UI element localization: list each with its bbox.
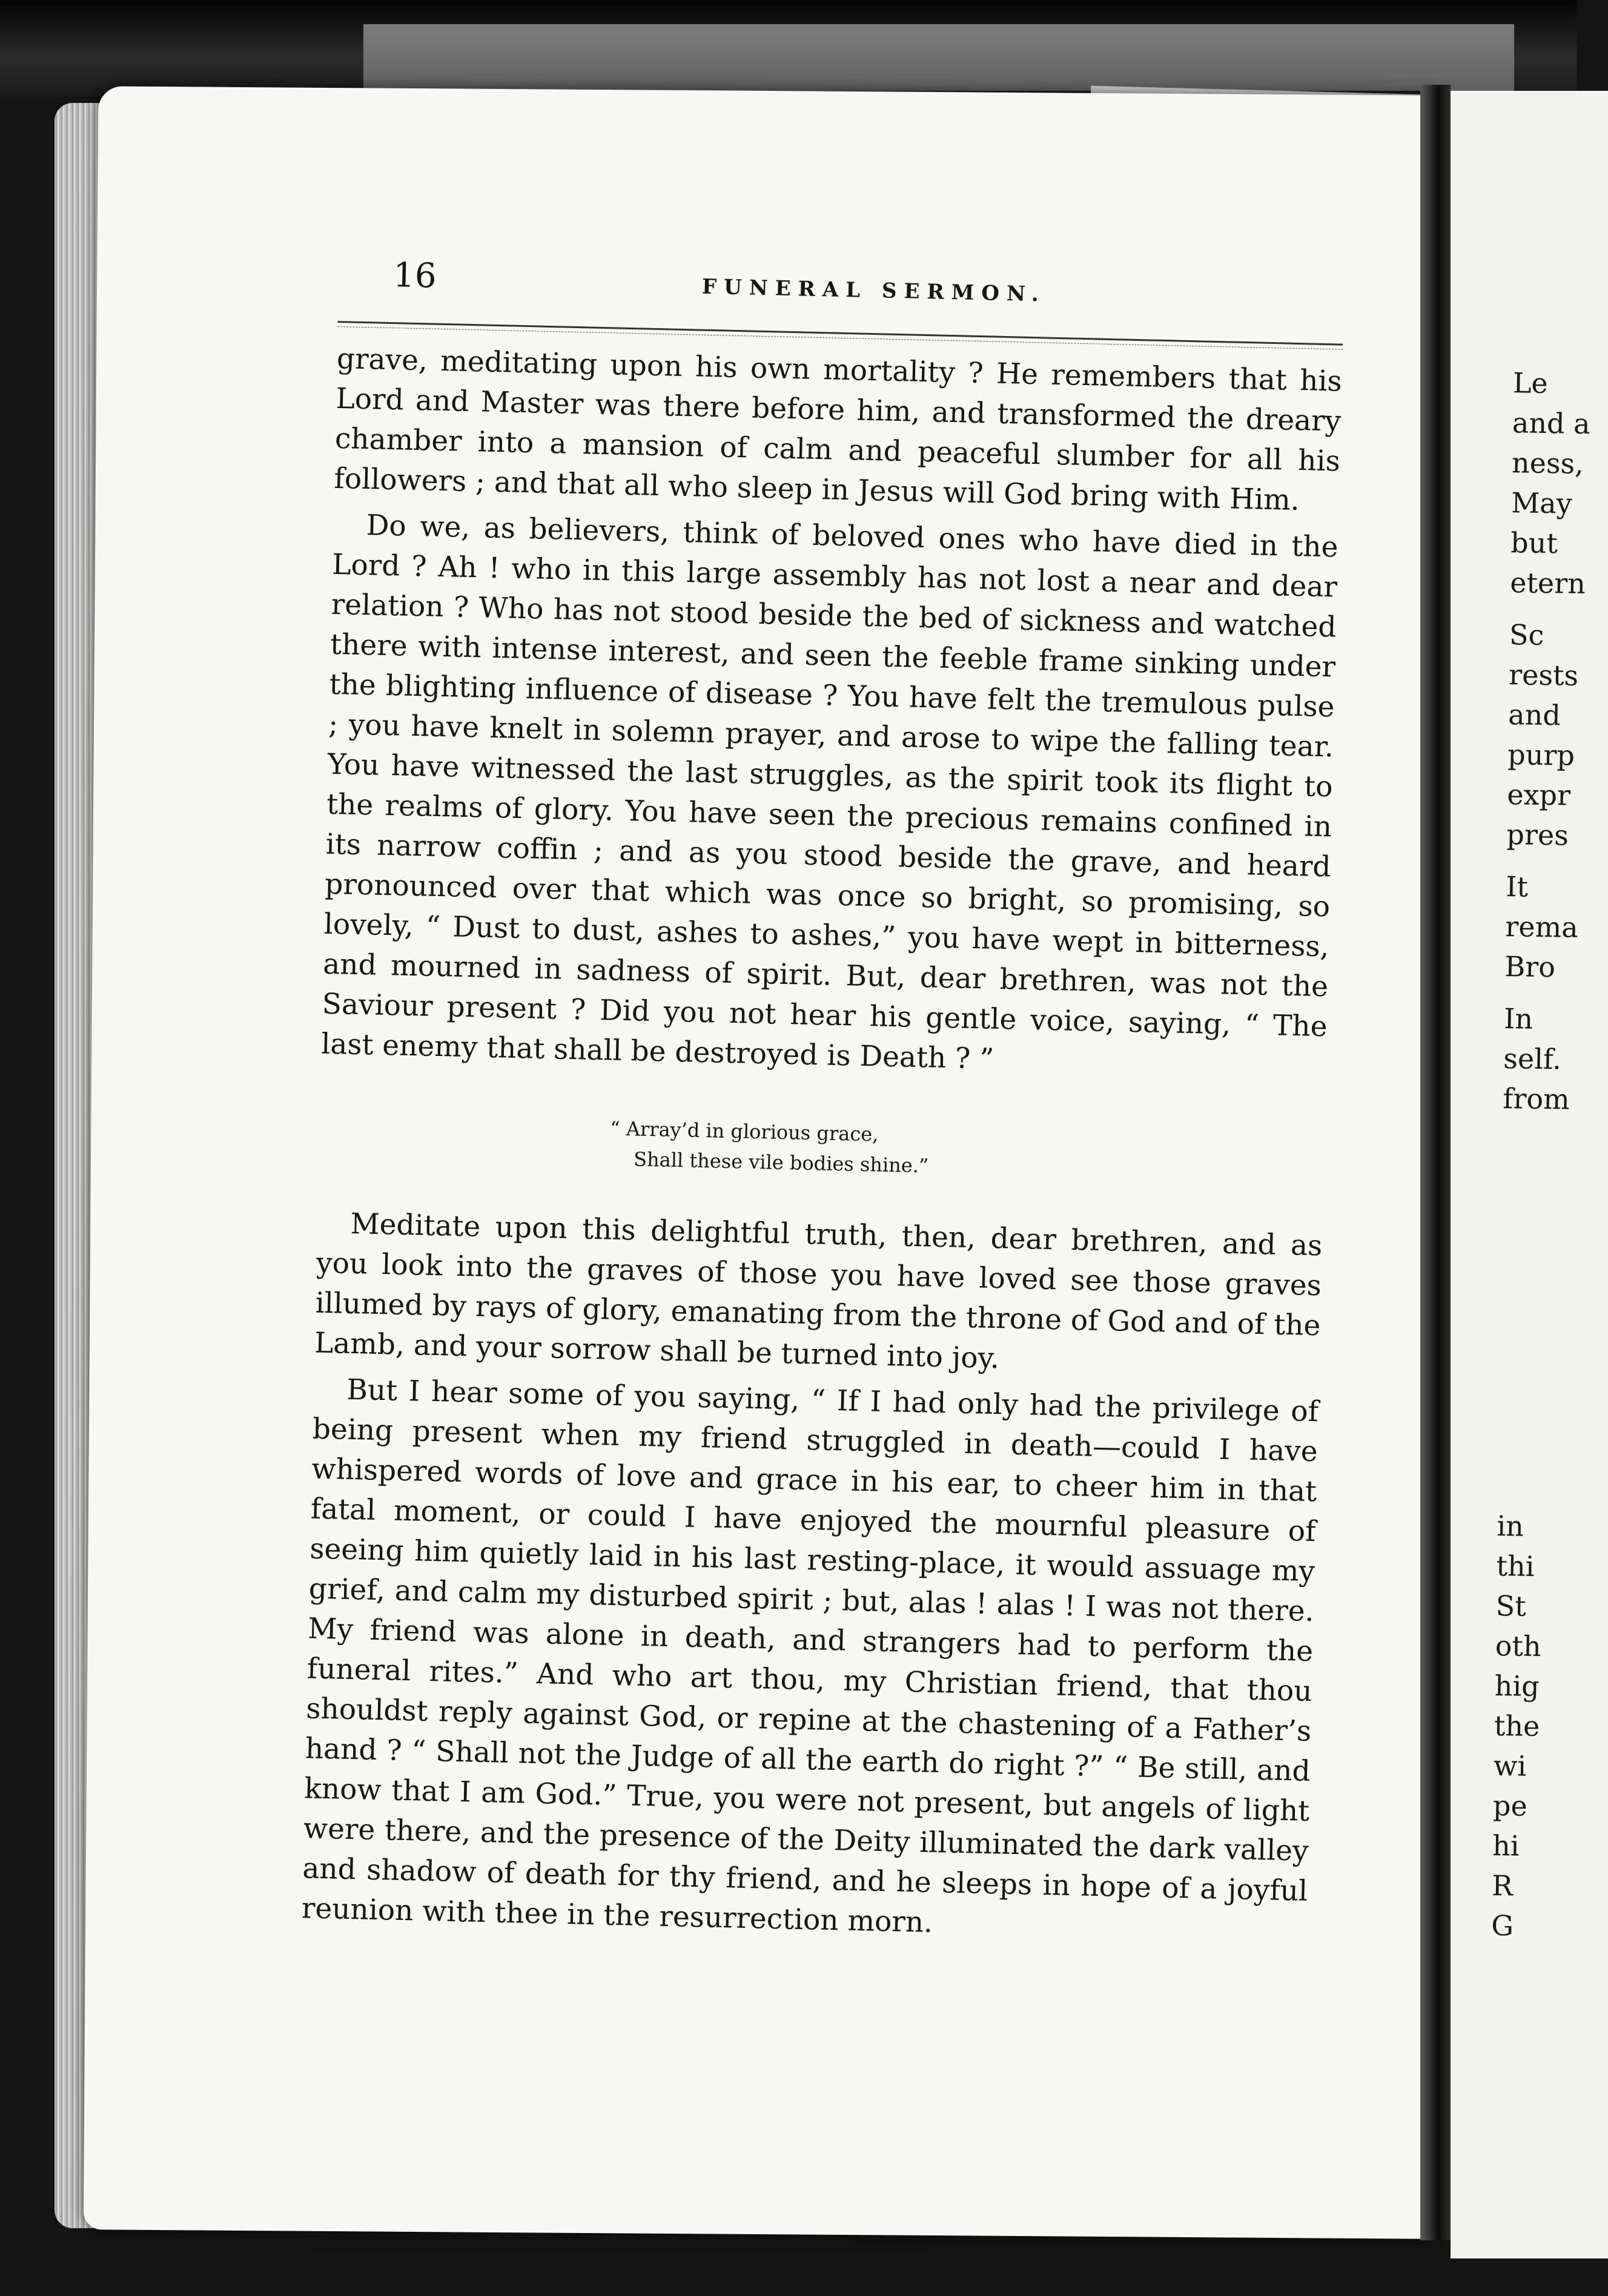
fragment-line: self. [1503, 1042, 1562, 1076]
left-page-content [301, 254, 1345, 1958]
body-text [301, 339, 1342, 1951]
fragment-line: wi [1493, 1749, 1527, 1783]
fragment-line: Sc [1509, 618, 1544, 652]
fragment-line: pres [1506, 818, 1569, 852]
fragment-line: pe [1492, 1789, 1528, 1823]
fragment-line: and [1507, 698, 1561, 732]
fragment-line: oth [1495, 1629, 1541, 1663]
fragment-line: but [1510, 526, 1558, 560]
fragment-line: rests [1508, 658, 1579, 692]
verse-quote [319, 1107, 1325, 1190]
fragment-line: St [1495, 1589, 1527, 1623]
fragment-line: etern [1509, 566, 1586, 600]
book-gutter [1420, 85, 1451, 2240]
fragment-line: Bro [1504, 950, 1556, 984]
fragment-line: It [1505, 870, 1529, 903]
fragment-line: R [1491, 1869, 1514, 1902]
fragment-line: purp [1507, 738, 1575, 772]
fragment-block [1504, 866, 1585, 988]
page-stack-top [363, 24, 1514, 91]
fragment-line: thi [1496, 1549, 1535, 1583]
fragment-line: May [1510, 486, 1573, 520]
fragment-line: rema [1505, 910, 1579, 944]
fragment-block [1506, 615, 1589, 856]
fragment-block [1503, 998, 1583, 1120]
paragraph: But I hear some of you saying, “ If I had only had the privilege of being present when my friend struggled in death—could I have whispered words of love and grace in his ear, to cheer him in that fatal moment, or could I have enjoyed the mournful pleasure of seeing him quietly laid in his last resting-place, it would assuage my grief, and calm my disturbed spirit ; but, alas ! alas ! I was not there. My friend was alone in death, and strangers had to perform the funeral rites.” And who art thou, my Christian friend, that thou shouldst reply against God, or repine at the chastening of a Father’s hand ? “ Shall not the Judge of all the earth do right ?” “ Be still, and know that I am God.” True, you were not present, but angels of light were there, and the presence of the Deity illuminated the dark valley and shadow of death for thy friend, and he sleeps in hope of a joyful reunion with thee in the resurrection morn. [301, 1373, 1319, 1939]
paragraph: Meditate upon this delightful truth, then, dear brethren, and as you look into the graves of those you have loved see those graves illumed by rays of glory, emanating from the throne of God and of the Lamb, and your sorrow shall be turned into joy. [314, 1207, 1323, 1376]
fragment-line: and a [1512, 406, 1590, 441]
paragraph: Do we, as believers, think of beloved ones who have died in the Lord ? Ah ! who in this large assembly has not lost a near and dear relation ? Who has not stood beside the bed of sickness and watched there with intense interest, and seen the feeble frame sinking under the blighting influence of disease ? You have felt the tremulous pulse ; you have knelt in solemn prayer, and arose to wipe the falling tear. You have witnessed the last struggles, as the spirit took its flight to the realms of glory. You have seen the precious remains confined in its narrow coffin ; and as you stood beside the grave, and heard pronounced over that which was once so bright, so promising, so lovely, “ Dust to dust, ashes to ashes,” you have wept in bitterness, and mourned in sadness of spirit. But, dear brethren, was not the Saviour present ? Did you not hear his gentle voice, saying, “ The last enemy that shall be destroyed is Death ? ” [320, 509, 1339, 1076]
fragment-block [1491, 1506, 1576, 1947]
fragment-line: hi [1492, 1829, 1520, 1862]
verse-line: “ Array’d in glorious grace, [609, 1117, 879, 1146]
fragment-line: the [1494, 1709, 1540, 1743]
page-number: 16 [392, 256, 437, 296]
fragment-line: In [1503, 1002, 1534, 1035]
fragment-block [1510, 363, 1592, 604]
paragraph: grave, meditating upon his own mortality ? He remembers that his Lord and Master was there before him, and transformed the dreary chamber into a mansion of calm and peaceful slumber for all his followers ; and that all who sleep in Jesus will God bring with Him. [333, 341, 1343, 518]
fragment-line: expr [1507, 778, 1571, 812]
verse-line: Shall these vile bodies shine.” [633, 1147, 929, 1178]
fragment-line: Le [1512, 366, 1549, 400]
fragment-line: from [1503, 1082, 1570, 1116]
fragment-line: ness, [1511, 446, 1584, 480]
fragment-line: hig [1494, 1669, 1540, 1703]
fragment-line: in [1497, 1509, 1524, 1543]
running-title: FUNERAL SERMON. [701, 274, 1047, 307]
fragment-line: G [1491, 1908, 1514, 1942]
